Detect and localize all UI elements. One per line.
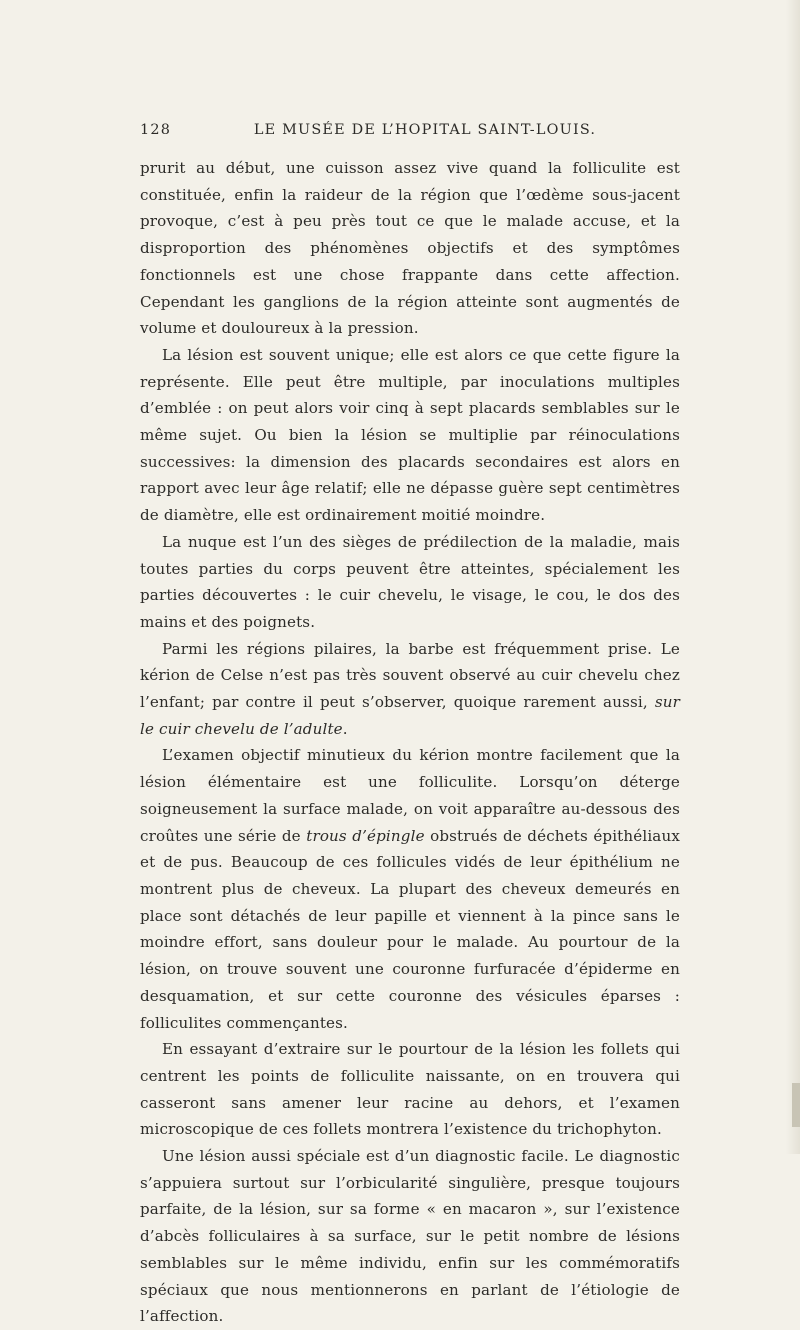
page-number: 128 bbox=[140, 122, 172, 138]
paragraph: prurit au début, une cuisson assez vive quand la folliculite est constituée, enfin la raideur de la région que l’œdème sous-jacent provoque, c’est à peu près tout ce que le malade accuse, et la disproportion des phénomènes objectifs et des symptômes fonctionnels est une chose frappante dans cette affection. Cependant les ganglions de la région atteinte sont augmentés de volume et douloureux à la pression. bbox=[140, 159, 680, 338]
paragraph: Une lésion aussi spéciale est d’un diagnostic facile. Le diagnostic s’appuiera surtout sur l’orbicularité singulière, presque toujours parfaite, de la lésion, sur sa forme « en macaron », sur l’existence d’abcès folliculaires à sa surface, sur le petit nombre de lésions semblables sur le même individu, enfin sur les commémoratifs spéciaux que nous mentionnerons en parlant de l’étiologie de l’affection. bbox=[140, 1147, 680, 1326]
italic-phrase: sur le cuir chevelu de l’adulte bbox=[140, 693, 680, 738]
running-title: LE MUSÉE DE L’HOPITAL SAINT-LOUIS. bbox=[253, 122, 597, 138]
paragraph: Parmi les régions pilaires, la barbe est fréquemment prise. Le kérion de Celse n’est pas très souvent observé au cuir chevelu chez l’enfant; par contre il peut s’observer, quoique rarement aussi, sur le cuir chevelu de l’adulte. bbox=[140, 639, 680, 738]
paragraph: L’examen objectif minutieux du kérion montre facilement que la lésion élémentaire est une folliculite. Lorsqu’on déterge soigneusement la surface malade, on voit apparaître au-dessous des croûtes une série de trous d’épingle obstrués de déchets épithéliaux et de pus. Beaucoup de ces follicules vidés de leur épithélium ne montrent plus de cheveux. La plupart des cheveux demeurés en place sont détachés de leur papille et viennent à la pince sans le moindre effort, sans douleur pour le malade. Au pourtour de la lésion, on trouve souvent une couronne furfuracée d’épiderme en desquamation, et sur cette couronne des vésicules éparses : folliculites commençantes. bbox=[140, 746, 680, 1032]
italic-phrase: trous d’épingle bbox=[306, 826, 425, 845]
paragraph: En essayant d’extraire sur le pourtour de la lésion les follets qui centrent les points de folliculite naissante, on en trouvera qui casseront sans amener leur racine au dehors, et l’examen microscopique de ces follets montrera l’existence du trichophyton. bbox=[140, 1040, 680, 1139]
page-edge-shadow bbox=[786, 0, 800, 1154]
page-edge-tab bbox=[792, 1083, 800, 1127]
paragraph: La lésion est souvent unique; elle est alors ce que cette figure la représente. Elle peut être multiple, par inoculations multiples d’emblée : on peut alors voir cinq à sept placards semblables sur le même sujet. Ou bien la lésion se multiplie par réinoculations successives: la dimension des placards secondaires est alors en rapport avec leur âge relatif; elle ne dépasse guère sept centimètres de diamètre, elle est ordinairement moitié moindre. bbox=[140, 345, 680, 525]
paragraph: La nuque est l’un des sièges de prédilection de la maladie, mais toutes parties du corps peuvent être atteintes, spécialement les parties découvertes : le cuir chevelu, le visage, le cou, le dos des mains et des poignets. bbox=[140, 532, 680, 631]
running-head bbox=[140, 120, 680, 140]
